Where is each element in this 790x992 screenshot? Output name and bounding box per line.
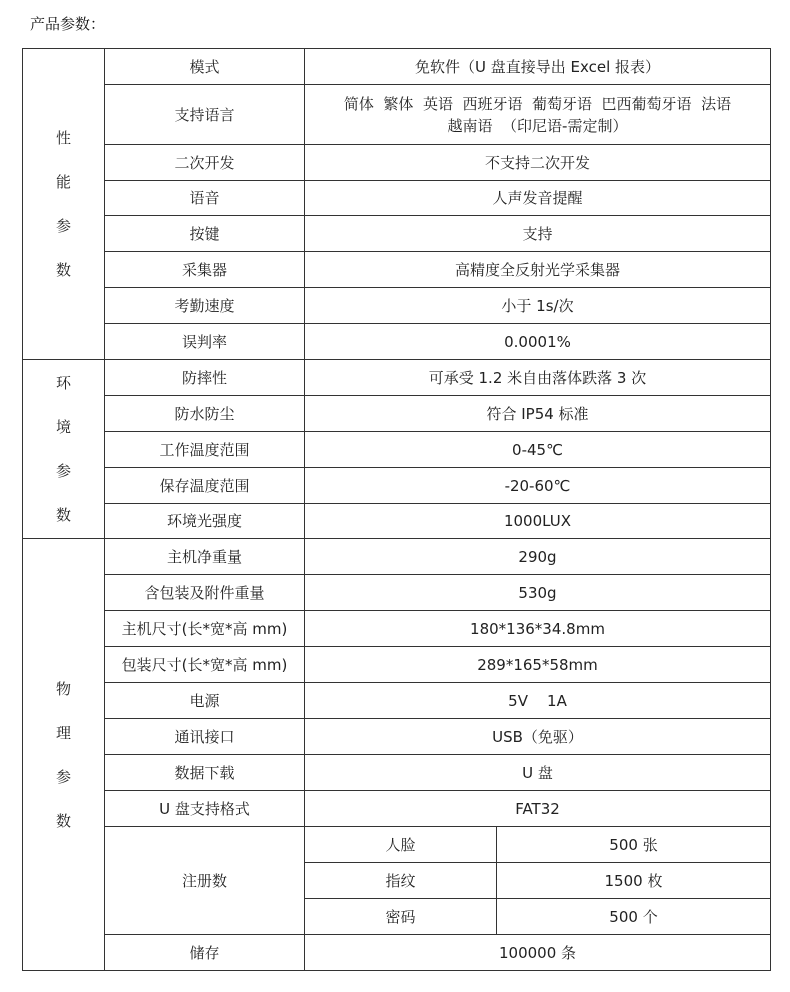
registration-type: 人脸 [305,827,497,863]
group-label-environment: 环 境 参 数 [23,360,105,539]
table-row [23,827,771,863]
table-row [23,683,771,719]
row-value: 免软件（U 盘直接导出 Excel 报表） [305,49,771,85]
table-row [23,181,771,216]
registration-count: 500 张 [497,827,771,863]
table-row [23,647,771,683]
row-value: 人声发音提醒 [305,181,771,216]
row-label: 通讯接口 [105,719,305,755]
languages-line-2: 越南语 （印尼语-需定制） [447,116,628,135]
row-value: 100000 条 [305,935,771,971]
group-label-physical: 物 理 参 数 [23,539,105,971]
row-label: 防水防尘 [105,396,305,432]
table-row [23,49,771,85]
row-label: 防摔性 [105,360,305,396]
languages-line-1: 简体 繁体 英语 西班牙语 葡萄牙语 巴西葡萄牙语 法语 [343,94,732,113]
spec-table [22,48,771,971]
row-value: 5V 1A [305,683,771,719]
row-label: 包装尺寸(长*宽*高 mm) [105,647,305,683]
row-value: 289*165*58mm [305,647,771,683]
row-value: USB（免驱） [305,719,771,755]
row-value: 小于 1s/次 [305,288,771,324]
row-label: 采集器 [105,252,305,288]
table-row [23,935,771,971]
row-label: 保存温度范围 [105,468,305,504]
row-label-registration: 注册数 [105,827,305,935]
row-label: 储存 [105,935,305,971]
page-heading: 产品参数： [30,15,106,33]
row-label: 电源 [105,683,305,719]
row-label: U 盘支持格式 [105,791,305,827]
registration-type: 密码 [305,899,497,935]
row-label: 模式 [105,49,305,85]
row-value: 0.0001% [305,324,771,360]
row-label: 主机净重量 [105,539,305,575]
registration-type: 指纹 [305,863,497,899]
table-row [23,252,771,288]
table-row [23,432,771,468]
row-label: 支持语言 [105,85,305,145]
table-row [23,468,771,504]
table-row [23,216,771,252]
table-row [23,85,771,145]
row-value: U 盘 [305,755,771,791]
row-value: 530g [305,575,771,611]
row-label: 误判率 [105,324,305,360]
row-label: 二次开发 [105,145,305,181]
row-value: 不支持二次开发 [305,145,771,181]
registration-count: 500 个 [497,899,771,935]
group-label-performance: 性 能 参 数 [23,49,105,360]
table-row [23,145,771,181]
table-row [23,504,771,539]
table-row [23,575,771,611]
row-value: 1000LUX [305,504,771,539]
row-value: 可承受 1.2 米自由落体跌落 3 次 [305,360,771,396]
row-label: 语音 [105,181,305,216]
row-value: FAT32 [305,791,771,827]
row-label: 含包装及附件重量 [105,575,305,611]
row-label: 环境光强度 [105,504,305,539]
row-value: 支持 [305,216,771,252]
row-value: 180*136*34.8mm [305,611,771,647]
row-value: 0-45℃ [305,432,771,468]
row-value: -20-60℃ [305,468,771,504]
row-value: 符合 IP54 标准 [305,396,771,432]
registration-count: 1500 枚 [497,863,771,899]
row-value: 290g [305,539,771,575]
row-label: 按键 [105,216,305,252]
row-label: 主机尺寸(长*宽*高 mm) [105,611,305,647]
table-row [23,791,771,827]
table-row [23,288,771,324]
row-value: 高精度全反射光学采集器 [305,252,771,288]
row-value-languages [305,85,771,145]
row-label: 工作温度范围 [105,432,305,468]
table-row [23,324,771,360]
table-row [23,719,771,755]
table-row [23,611,771,647]
row-label: 考勤速度 [105,288,305,324]
table-row [23,755,771,791]
row-label: 数据下载 [105,755,305,791]
table-row [23,539,771,575]
table-row [23,360,771,396]
table-row [23,396,771,432]
